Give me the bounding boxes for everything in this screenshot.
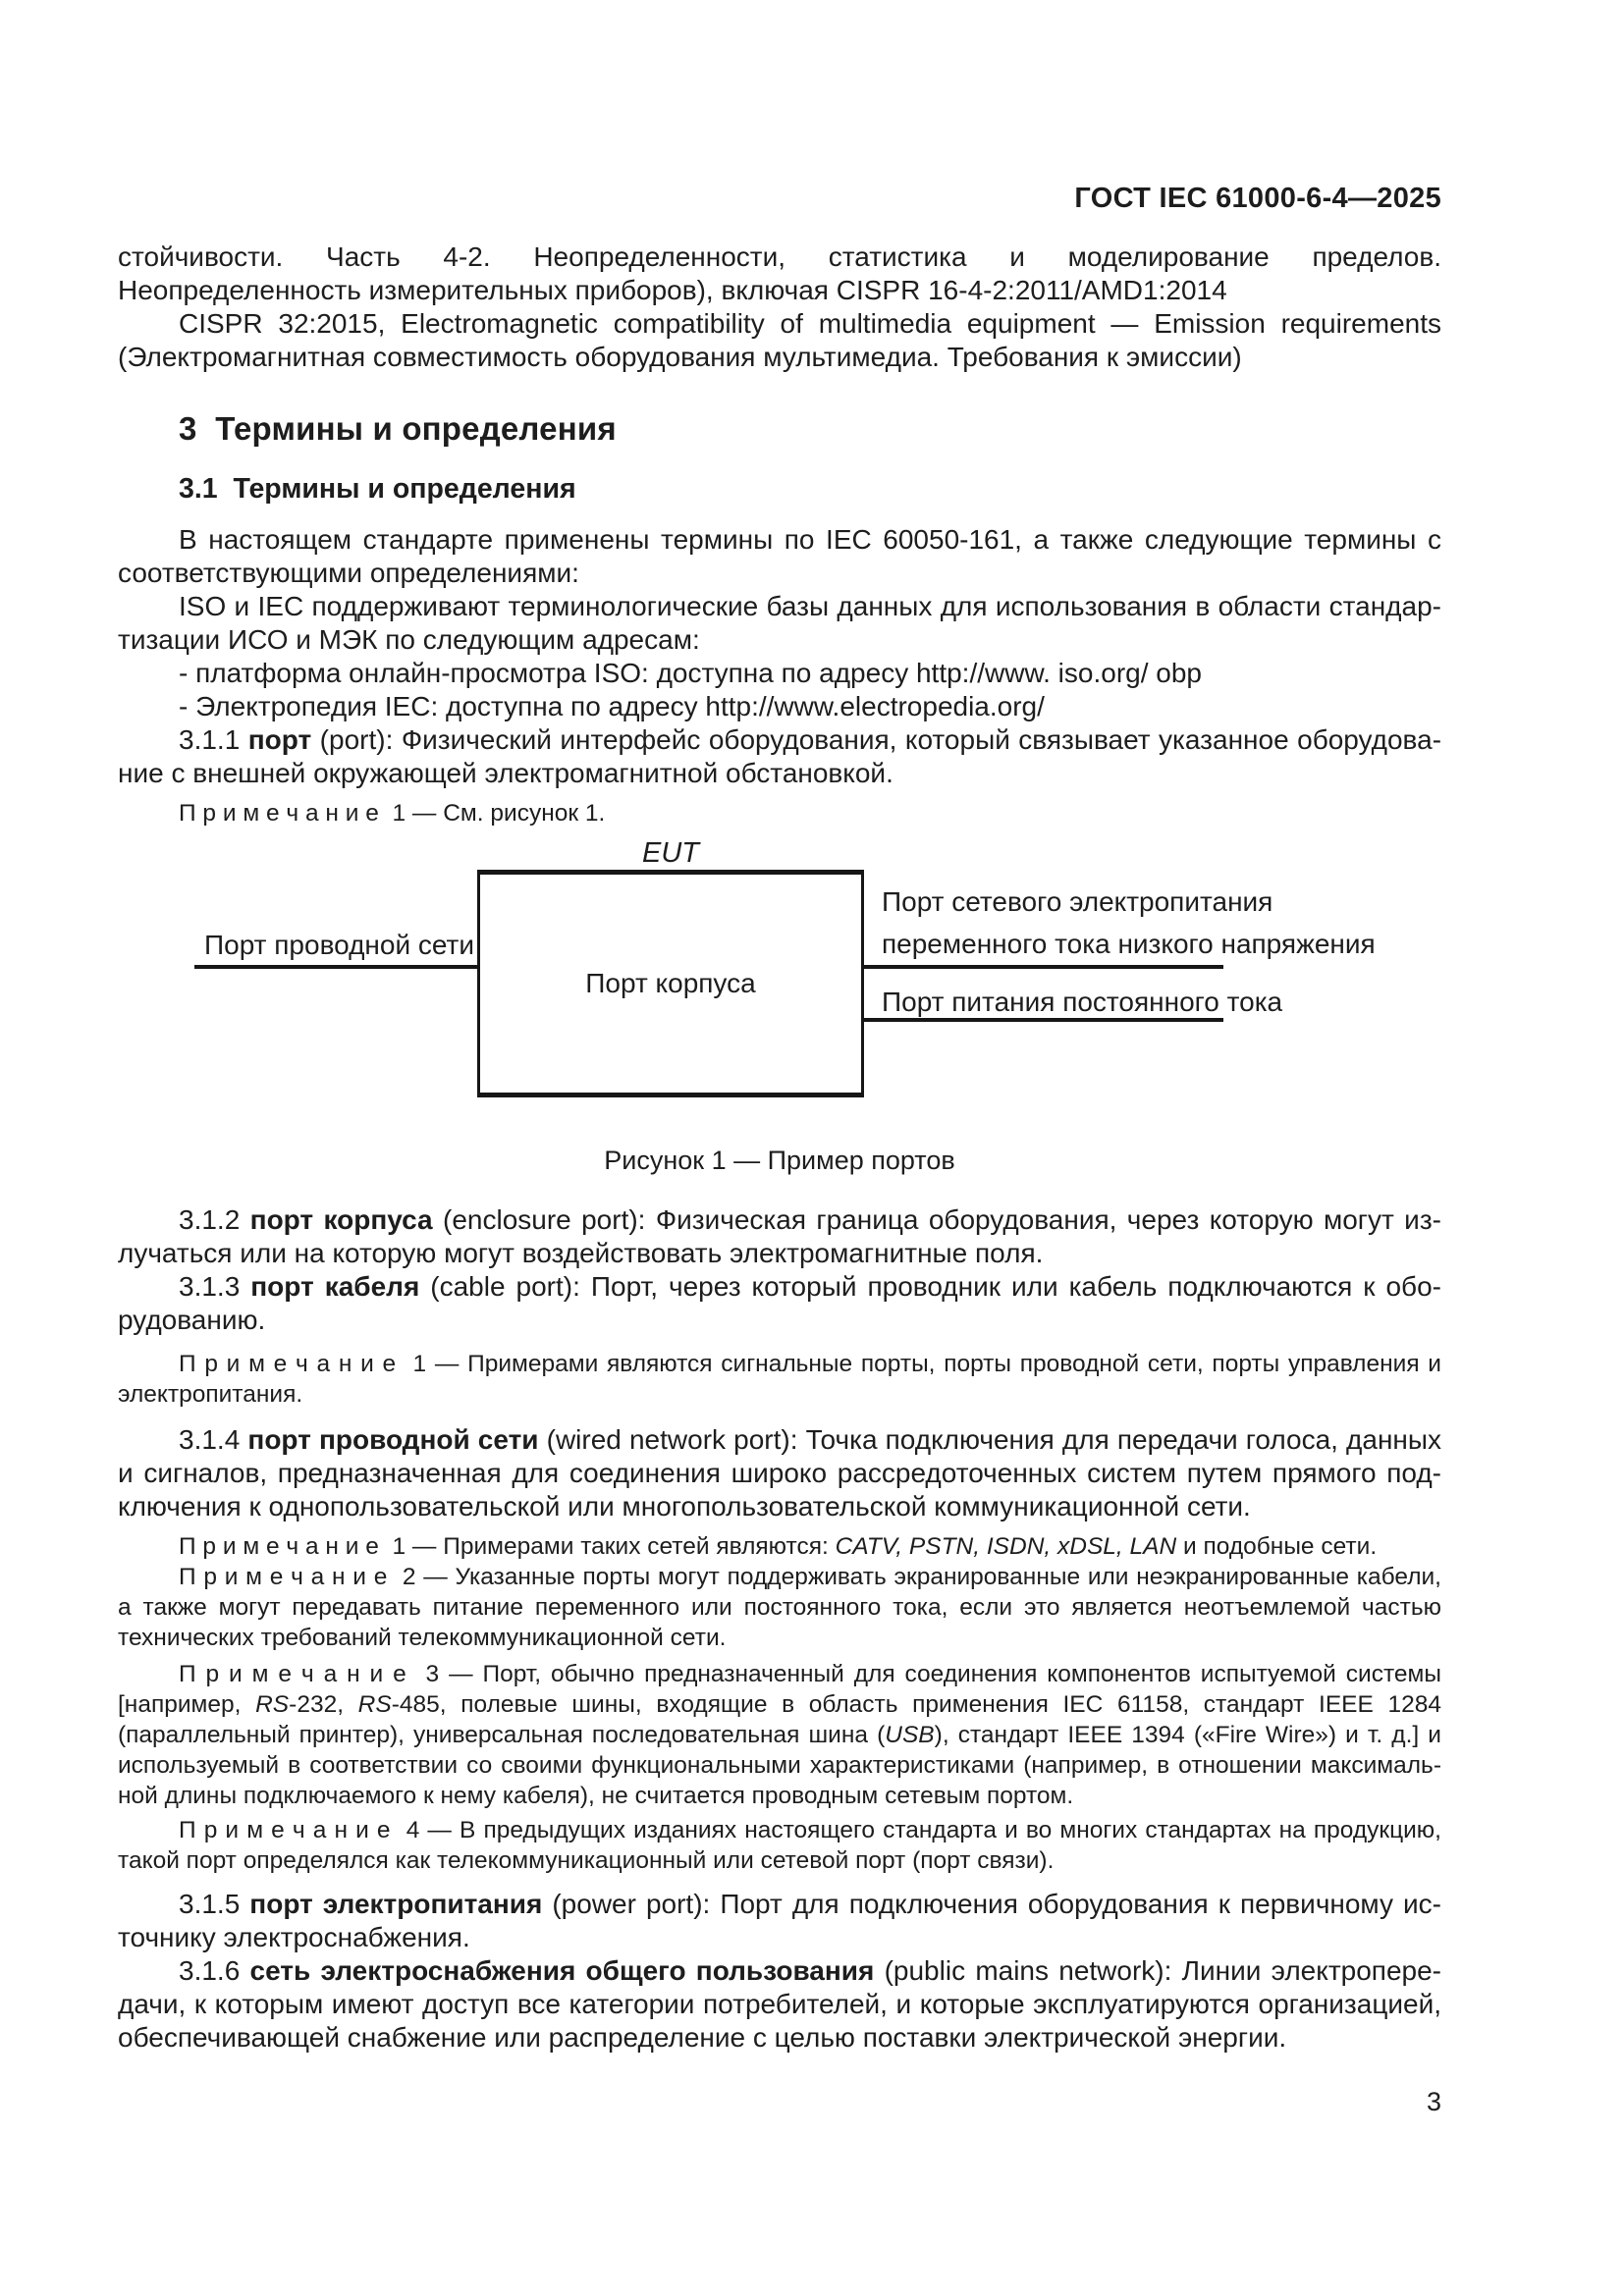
para-scope-continuation: стойчивости. Часть 4-2. Неопределенности, статистика и моделирование пределов. Неопределенность измерительных приборов), включая CISPR 16-4-2:2011/AMD1:2014 [118, 241, 1441, 305]
ac-mains-port-label-line2: переменного тока низкого напряжения [882, 929, 1376, 959]
subsection-heading-3-1: 3.1 Термины и определения [179, 473, 576, 505]
page-number: 3 [1426, 2087, 1441, 2116]
note-network-examples: CATV, PSTN, ISDN, xDSL, LAN [835, 1533, 1177, 1560]
note-rs-designation: RS [357, 1691, 392, 1718]
term-number: 3.1.5 [179, 1889, 250, 1919]
term-definition: (power port): Порт для подключения оборудования к первичному источнику электроснабжения. [118, 1889, 1441, 1952]
term-number: 3.1.1 [179, 724, 248, 755]
para-cispr-32: CISPR 32:2015, Electromagnetic compatibility of multimedia equipment — Emission requirements (Электромагнитная совместимость оборудования мультимедиа. Требования к эмиссии) [118, 308, 1441, 372]
term-title: порт корпуса [249, 1204, 433, 1235]
term-number: 3.1.6 [179, 1955, 250, 1986]
note-text: П р и м е ч а н и е 3 — Порт, обычно предназначенный для соединения компонентов испытуемой системы [например, [118, 1661, 1441, 1718]
term-3-1-1 [118, 723, 1441, 790]
term-title: порт электропитания [249, 1889, 543, 1919]
para-terms-databases: ISO и IEC поддерживают терминологические базы данных для использования в области стандартизации ИСО и МЭК по следующим адресам: [118, 591, 1441, 655]
ac-mains-port-line [864, 965, 1223, 969]
term-note-3-1-4-2: П р и м е ч а н и е 2 — Указанные порты могут поддерживать экранированные или неэкранированные кабели, а также могут передавать питание переменного или постоянного тока, если это является неотъемлемой частью технических требований телекоммуникационной сети. [118, 1564, 1441, 1651]
para-terms-intro: В настоящем стандарте применены термины по IEC 60050-161, а также следующие термины с соответствующими определениями: [118, 524, 1441, 588]
enclosure-box [477, 870, 864, 1097]
figure-1 [118, 836, 1441, 1180]
header-standard-number: ГОСТ IEC 61000-6-4—2025 [1074, 183, 1441, 214]
term-number: 3.1.3 [179, 1271, 251, 1302]
eut-label: EUT [642, 837, 699, 869]
term-note-3-1-4-4: П р и м е ч а н и е 4 — В предыдущих изданиях настоящего стандарта и во многих стандартах на продукцию, такой порт определялся как телекоммуникационный или сетевой порт (порт связи). [118, 1817, 1441, 1874]
wired-network-port-line [194, 965, 477, 969]
wired-network-port-label: Порт проводной сети [204, 930, 474, 960]
term-3-1-2 [118, 1203, 1441, 1270]
figure-caption: Рисунок 1 — Пример портов [604, 1146, 955, 1175]
dc-power-port-label: Порт питания постоянного тока [882, 987, 1283, 1017]
term-3-1-5 [118, 1888, 1441, 1954]
term-3-1-6 [118, 1954, 1441, 2055]
section-heading-3: 3 Термины и определения [179, 410, 617, 447]
enclosure-port-label: Порт корпуса [585, 968, 756, 998]
term-definition: (cable port): Порт, через который проводник или кабель подключаются к оборудованию. [118, 1271, 1441, 1335]
term-note-3-1-3: П р и м е ч а н и е 1 — Примерами являются сигнальные порты, порты проводной сети, порты управления и электропитания. [118, 1351, 1441, 1408]
list-item-electropedia: - Электропедия IEC: доступна по адресу http://www.electropedia.org/ [179, 691, 1045, 721]
note-text: ), стандарт IEEE 1394 («Fire Wire») и т. д.] и используемый в соответствии со своими функциональными характеристиками (например, в отношении максимальной длины подключаемого к нему кабеля), не считается проводным сетевым портом. [118, 1722, 1441, 1809]
term-definition: (public mains network): Линии электропередачи, к которым имеют доступ все категории потребителей, и которые эксплуатируются организацией, обеспечивающей снабжение или распределение с целью поставки электрической энергии. [118, 1955, 1441, 2053]
term-3-1-3 [118, 1270, 1441, 1337]
term-definition: (port): Физический интерфейс оборудования, который связывает указанное оборудование с внешней окружающей электромагнитной обстановкой. [118, 724, 1442, 788]
note-text: -485, полевые шины, входящие в область применения IEC 61158, стандарт IEEE 1284 (параллельный принтер), универсальная последовательная шина ( [118, 1691, 1442, 1748]
term-definition: (wired network port): Точка подключения для передачи голоса, данных и сигналов, предназначенная для соединения широко рассредоточенных систем путем прямого подключения к однопользовательской или многопользовательской коммуникационной сети. [118, 1424, 1441, 1522]
term-title: порт [247, 724, 312, 755]
term-3-1-4 [118, 1423, 1441, 1523]
term-definition: (enclosure port): Физическая граница оборудования, через которую могут излучаться или на которую могут воздействовать электромагнитные поля. [118, 1204, 1441, 1268]
term-title: порт кабеля [250, 1271, 420, 1302]
term-note-3-1-4-1 [118, 1531, 1441, 1562]
note-rs-designation: RS [255, 1691, 290, 1718]
note-usb-designation: USB [885, 1722, 935, 1748]
term-title: порт проводной сети [247, 1424, 539, 1455]
term-title: сеть электроснабжения общего пользования [249, 1955, 875, 1986]
term-note-3-1-1: П р и м е ч а н и е 1 — См. рисунок 1. [179, 800, 606, 827]
term-number: 3.1.2 [179, 1204, 250, 1235]
note-text: П р и м е ч а н и е 1 — Примерами таких сетей являются: [179, 1533, 836, 1560]
ac-mains-port-label-line1: Порт сетевого электропитания [882, 886, 1273, 917]
term-note-3-1-4-3 [118, 1659, 1441, 1811]
note-text: -232, [289, 1691, 358, 1718]
term-number: 3.1.4 [179, 1424, 248, 1455]
dc-power-port-line [864, 1018, 1223, 1022]
list-item-iso-obp: - платформа онлайн-просмотра ISO: доступна по адресу http://www. iso.org/ obp [179, 658, 1203, 688]
note-text: и подобные сети. [1176, 1533, 1378, 1560]
